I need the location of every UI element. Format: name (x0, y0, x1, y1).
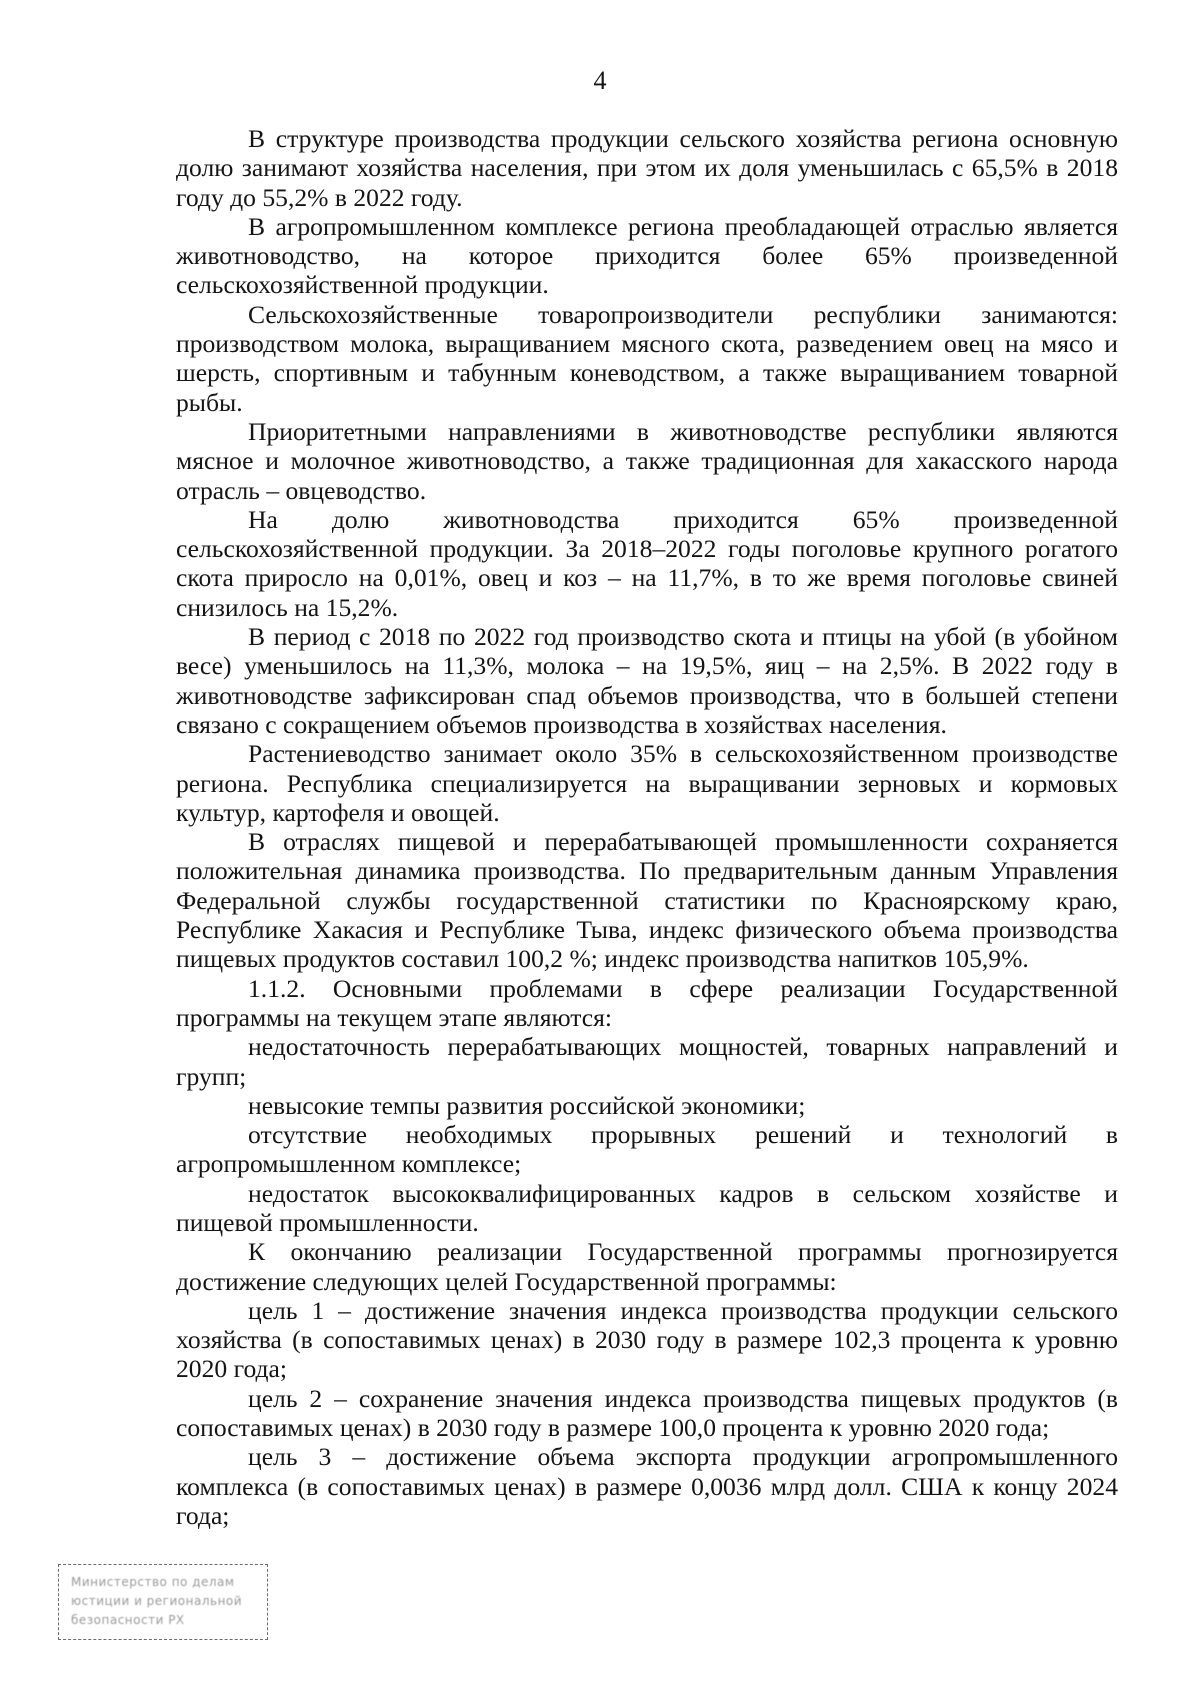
stamp-line: безопасности РХ (71, 1613, 185, 1627)
paragraph: Растениеводство занимает около 35% в сельскохозяйственном производстве региона. Республика специализируется на выращивании зерновых и кормовых культур, картофеля и овощей. (176, 739, 1118, 827)
paragraph: В структуре производства продукции сельского хозяйства региона основную долю занимают хозяйства населения, при этом их доля уменьшилась с 65,5% в 2018 году до 55,2% в 2022 году. (176, 124, 1118, 212)
document-body (176, 124, 1118, 1530)
goal-item: цель 2 – сохранение значения индекса производства пищевых продуктов (в сопоставимых ценах) в 2030 году в размере 100,0 процента к уровню 2020 года; (176, 1383, 1118, 1443)
paragraph: Сельскохозяйственные товаропроизводители республики занимаются: производством молока, выращиванием мясного скота, разведением овец на мясо и шерсть, спортивным и табунным коневодством, а также выращиванием товарной рыбы. (176, 299, 1118, 417)
goal-item: цель 1 – достижение значения индекса производства продукции сельского хозяйства (в сопоставимых ценах) в 2030 году в размере 102,3 процента к уровню 2020 года; (176, 1295, 1118, 1384)
paragraph: На долю животноводства приходится 65% произведенной сельскохозяйственной продукции. За 2018–2022 годы поголовье крупного рогатого скота приросло на 0,01%, овец и коз – на 11,7%, в то же время поголовье свиней снизилось на 15,2%. (176, 504, 1118, 622)
list-item: недостаток высококвалифицированных кадров в сельском хозяйстве и пищевой промышленности. (176, 1178, 1118, 1237)
paragraph: В агропромышленном комплексе региона преобладающей отраслью является животноводство, на которое приходится более 65% произведенной сельскохозяйственной продукции. (176, 211, 1118, 300)
list-item: невысокие темпы развития российской экономики; (248, 1090, 806, 1120)
paragraph: В период с 2018 по 2022 год производство скота и птицы на убой (в убойном весе) уменьшилось на 11,3%, молока – на 19,5%, яиц – на 2,5%. В 2022 году в животноводстве зафиксирован спад объемов производства, что в большей степени связано с сокращением объемов производства в хозяйствах населения. (176, 622, 1118, 739)
stamp-line: юстиции и региональной (71, 1594, 243, 1608)
paragraph: В отраслях пищевой и перерабатывающей промышленности сохраняется положительная динамика производства. По предварительным данным Управления Федеральной службы государственной статистики по Красноярскому краю, Республике Хакасия и Республике Тыва, индекс физического объема производства пищевых продуктов составил 100,2 %; индекс производства напитков 105,9%. (176, 827, 1118, 974)
stamp-line: Министерство по делам (71, 1575, 235, 1589)
paragraph: 1.1.2. Основными проблемами в сфере реализации Государственной программы на текущем этапе являются: (176, 973, 1118, 1032)
list-item: недостаточность перерабатывающих мощностей, товарных направлений и групп; (176, 1032, 1118, 1091)
registration-stamp (58, 1564, 268, 1640)
page-number: 4 (593, 66, 607, 95)
paragraph: К окончанию реализации Государственной программы прогнозируется достижение следующих целей Государственной программы: (176, 1237, 1118, 1296)
goal-item: цель 3 – достижение объема экспорта продукции агропромышленного комплекса (в сопоставимых ценах) в размере 0,0036 млрд долл. США к концу 2024 года; (176, 1442, 1118, 1530)
paragraph: Приоритетными направлениями в животноводстве республики являются мясное и молочное животноводство, а также традиционная для хакасского народа отрасль – овцеводство. (176, 416, 1118, 505)
list-item: отсутствие необходимых прорывных решений и технологий в агропромышленном комплексе; (176, 1120, 1118, 1179)
